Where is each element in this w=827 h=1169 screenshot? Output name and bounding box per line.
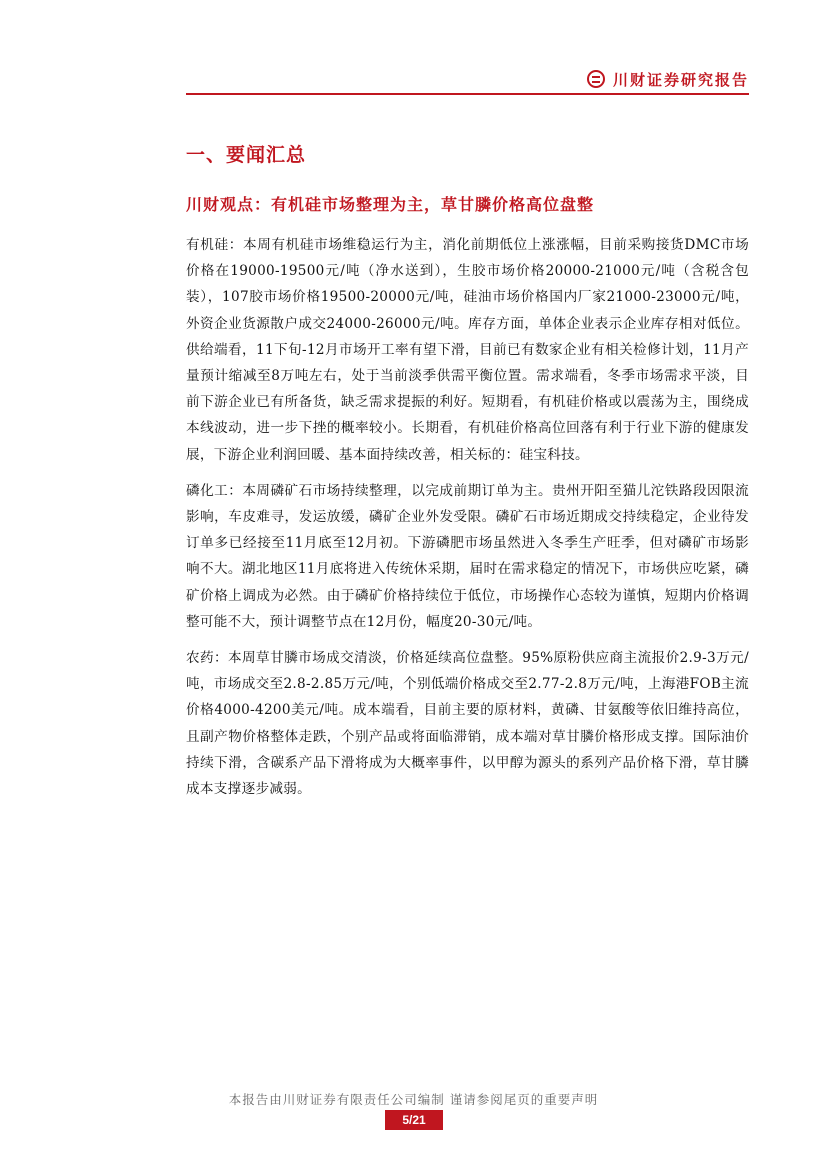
- paragraph-silicone: 有机硅：本周有机硅市场维稳运行为主，消化前期低位上涨涨幅，目前采购接货DMC市场价格在19000-19500元/吨（净水送到），生胶市场价格20000-21000元/吨（含税含包装），107胶市场价格19500-20000元/吨，硅油市场价格国内厂家21000-23000元/吨，外资企业货源散户成交24000-26000元/吨。库存方面，单体企业表示企业库存相对低位。供给端看，11下旬-12月市场开工率有望下滑，目前已有数家企业有相关检修计划，11月产量预计缩减至8万吨左右，处于当前淡季供需平衡位置。需求端看，冬季市场需求平淡，目前下游企业已有所备货，缺乏需求提振的利好。短期看，有机硅价格或以震荡为主，围绕成本线波动，进一步下挫的概率较小。长期看，有机硅价格高位回落有利于行业下游的健康发展，下游企业利润回暖、基本面持续改善，相关标的：硅宝科技。: [186, 237, 749, 463]
- report-header: [587, 66, 749, 92]
- report-body: [186, 232, 749, 812]
- paragraph-pesticide: 农药：本周草甘膦市场成交清淡，价格延续高位盘整。95%原粉供应商主流报价2.9-3万元/吨，市场成交至2.8-2.85万元/吨，个别低端价格成交至2.77-2.8万元/吨，上海港FOB主流价格4000-4200美元/吨。成本端看，目前主要的原材料，黄磷、甘氨酸等依旧维持高位，且副产物价格整体走跌，个别产品或将面临滞销，成本端对草甘膦价格形成支撑。国际油价持续下滑，含碳系产品下滑将成为大概率事件，以甲醇为源头的系列产品价格下滑，草甘膦成本支撑逐步减弱。: [186, 650, 749, 798]
- report-brand: 川财证券研究报告: [612, 70, 749, 89]
- paragraph-phosphorus: 磷化工：本周磷矿石市场持续整理，以完成前期订单为主。贵州开阳至猫儿沱铁路段因限流影响，车皮难寻，发运放缓，磷矿企业外发受限。磷矿石市场近期成交持续稳定，企业待发订单多已经接至11月底至12月初。下游磷肥市场虽然进入冬季生产旺季，但对磷矿市场影响不大。湖北地区11月底将进入传统休采期，届时在需求稳定的情况下，市场供应吃紧，磷矿价格上调成为必然。由于磷矿价格持续位于低位，市场操作心态较为谨慎，短期内价格调整可能不大，预计调整节点在12月份，幅度20-30元/吨。: [186, 482, 749, 630]
- company-logo-icon: [587, 70, 605, 88]
- viewpoint-heading: 川财观点：有机硅市场整理为主，草甘膦价格高位盘整: [186, 195, 595, 214]
- header-divider: [186, 93, 749, 95]
- page-number: 5/21: [385, 1110, 443, 1130]
- section-title: 一、要闻汇总: [186, 144, 307, 166]
- footer-disclaimer: 本报告由川财证券有限责任公司编制 谨请参阅尾页的重要声明: [228, 1092, 599, 1107]
